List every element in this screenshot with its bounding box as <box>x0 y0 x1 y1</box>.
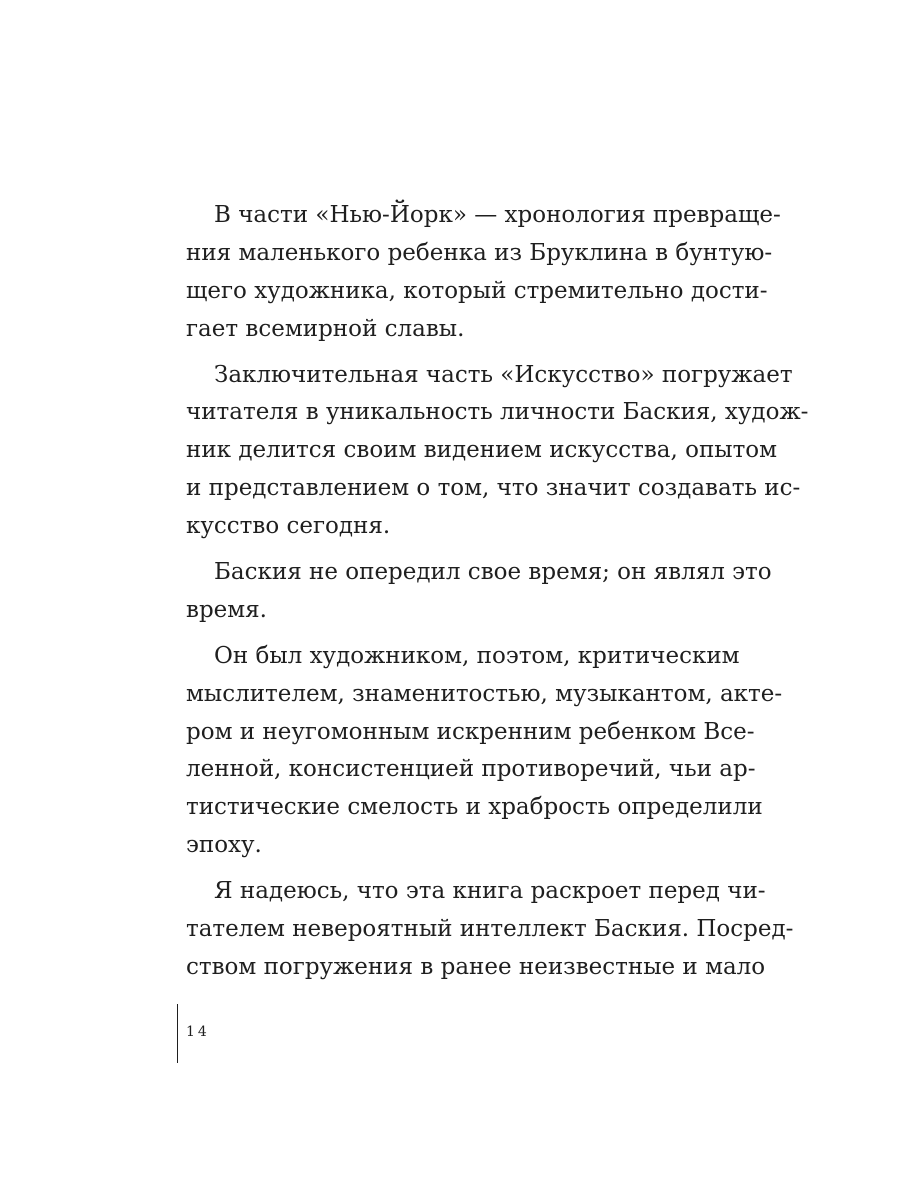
text-line: время. <box>186 596 267 623</box>
text-line: тателем невероятный интеллект Баския. Посред- <box>186 916 794 943</box>
text-line: В части «Нью-Йорк» — хронология превраще- <box>214 202 781 228</box>
text-line: ром и неугомонным искренним ребенком Все- <box>186 718 755 745</box>
text-line: гает всемирной славы. <box>186 315 465 342</box>
paragraph <box>186 873 794 987</box>
text-line: мыслителем, знаменитостью, музыкантом, акте- <box>186 680 783 707</box>
text-line: тистические смелость и храбрость определили <box>186 794 763 821</box>
paragraph <box>186 638 783 865</box>
paragraph <box>186 554 772 630</box>
text-line: Он был художником, поэтом, критическим <box>214 642 740 669</box>
text-line: ник делится своим видением искусства, опытом <box>186 437 778 464</box>
text-line: Я надеюсь, что эта книга раскроет перед чи- <box>214 878 766 905</box>
paragraph <box>186 357 809 546</box>
text-line: и представлением о том, что значит создавать ис- <box>186 475 801 502</box>
text-line: Заключительная часть «Искусство» погружает <box>214 361 793 388</box>
text-line: ленной, консистенцией противоречий, чьи ар- <box>186 756 756 783</box>
paragraph <box>186 197 781 349</box>
footer-rule <box>177 1004 178 1063</box>
text-line: ством погружения в ранее неизвестные и мало <box>186 953 766 980</box>
text-line: читателя в уникальность личности Баския, худож- <box>186 399 809 426</box>
text-line: кусство сегодня. <box>186 513 391 540</box>
text-line: эпоху. <box>186 832 262 859</box>
text-line: ния маленького ребенка из Бруклина в бунтую- <box>186 239 773 266</box>
text-line: Баския не опередил свое время; он являл это <box>214 559 772 586</box>
text-line: щего художника, который стремительно дости- <box>186 277 768 304</box>
body-text <box>186 197 809 995</box>
page-number: 14 <box>186 1024 210 1040</box>
